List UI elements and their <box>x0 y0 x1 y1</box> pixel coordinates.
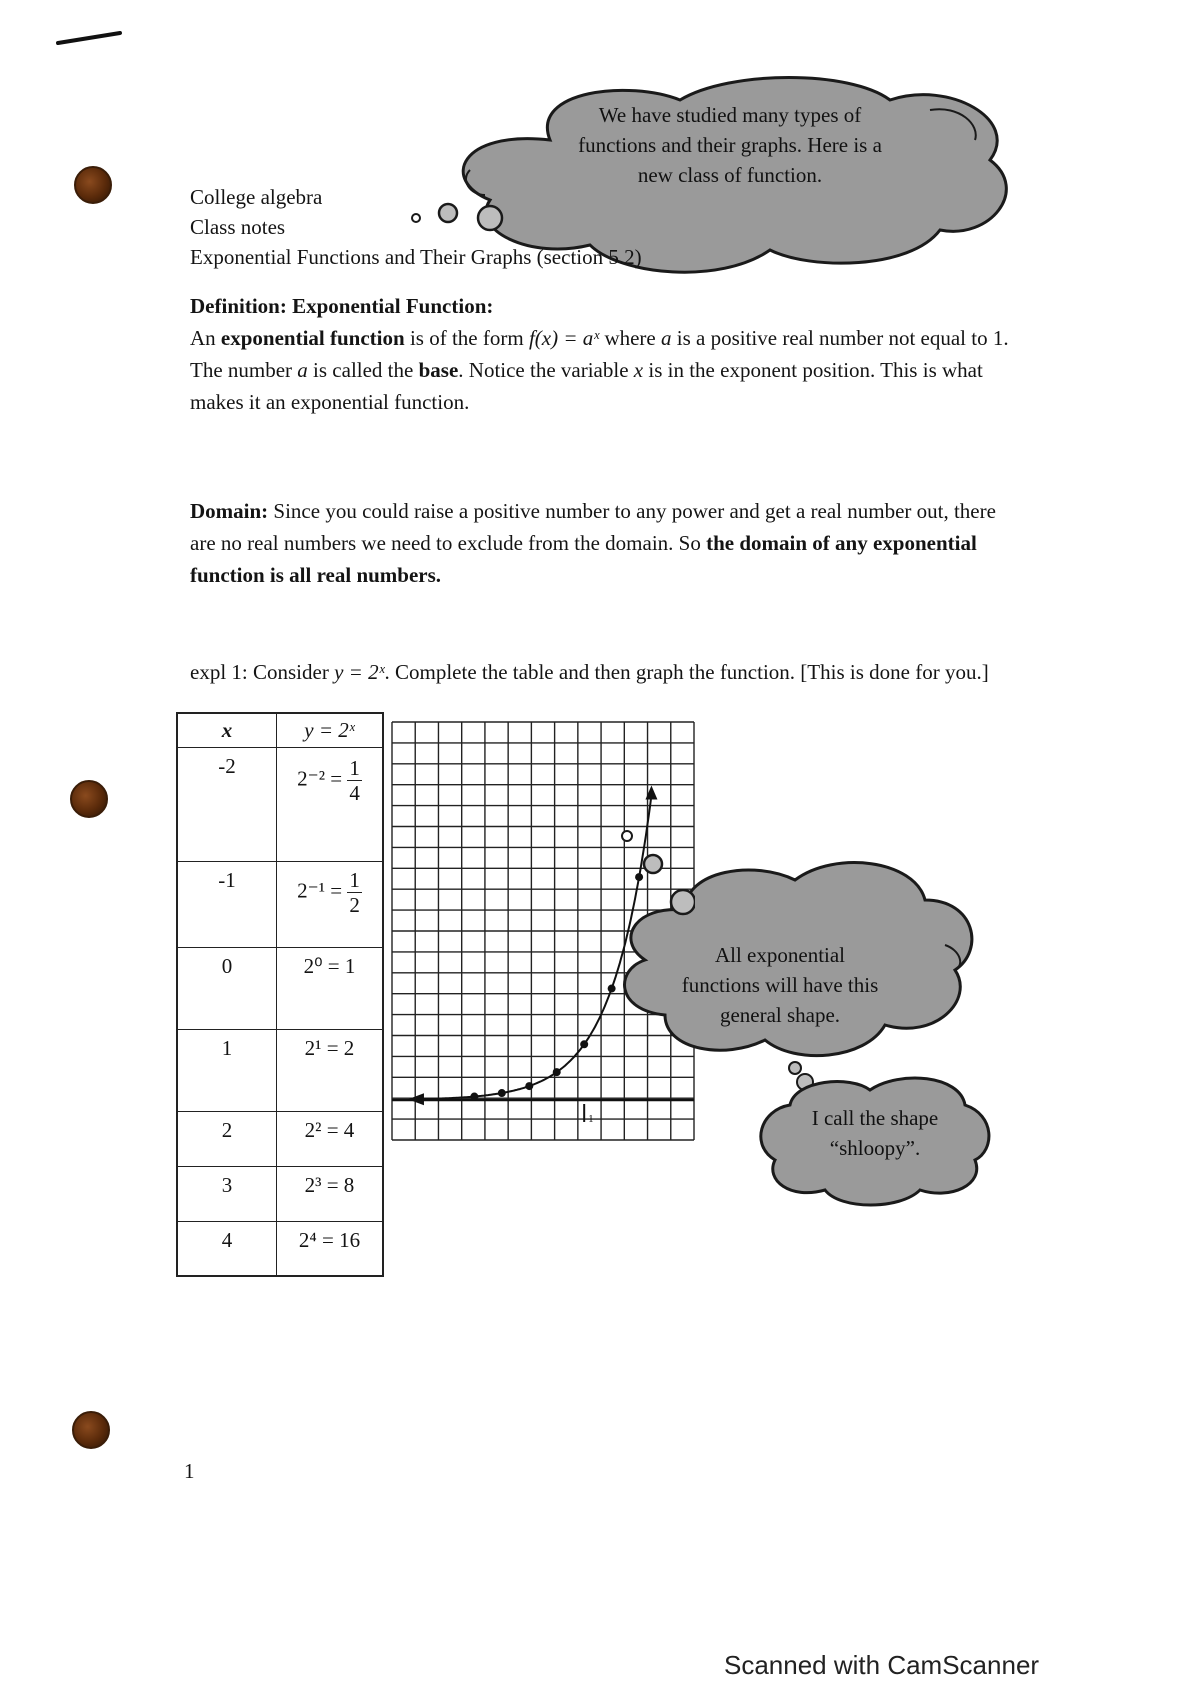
table-row: 4 2⁴ = 16 <box>177 1221 383 1276</box>
domain-title: Domain: <box>190 499 269 523</box>
table-row: 2 2² = 4 <box>177 1111 383 1166</box>
section-title: Exponential Functions and Their Graphs (section 5.2) <box>190 245 642 269</box>
binder-hole-bottom <box>72 1411 110 1449</box>
binder-hole-top <box>74 166 112 204</box>
table-row: -1 2⁻¹ = $\frac{1}{2}$ <box>177 861 383 947</box>
page-number: 1 <box>184 1459 195 1483</box>
x-tick-label: 1 <box>588 1113 594 1125</box>
left-arrowhead <box>408 1093 424 1105</box>
data-point <box>498 1089 506 1097</box>
data-point <box>553 1068 561 1076</box>
bubble-shloopy-text: I call the shape “shloopy”. <box>811 1106 939 1160</box>
table-header-y: y = 2ˣ <box>277 713 384 747</box>
scanner-watermark: Scanned with CamScanner <box>724 1650 1040 1680</box>
definition-block <box>190 290 1020 418</box>
example-prompt: expl 1: Consider y = 2ˣ. Complete the table and then graph the function. [This is done for you.] <box>190 660 989 684</box>
bubble-shape-text: All exponential functions will have this general shape. <box>681 943 879 1027</box>
definition-text: An exponential function is of the form f(x) = aˣ where a is a positive real number not equal to 1. The number a is called the base. Notice the variable x is in the exponent position. This is what makes it an exponential function. <box>190 326 1009 414</box>
thought-dot-small <box>406 208 426 228</box>
domain-conclusion: the domain of any exponential function is all real numbers. <box>190 531 977 587</box>
table-row: -2 2⁻² = $\frac{1}{4}$ <box>177 747 383 861</box>
class-notes-label: Class notes <box>190 215 286 239</box>
definition-title: Definition: Exponential Function: <box>190 294 494 318</box>
data-point <box>470 1093 478 1101</box>
domain-block: Domain: Since you could raise a positive number to any power and get a real number out, there are no real numbers we need to exclude from the domain. So the domain of any exponential function is all real numbers. <box>190 499 996 587</box>
value-table <box>176 712 384 1277</box>
formula: f(x) = aˣ <box>528 326 600 350</box>
course-title: College algebra <box>190 185 323 209</box>
pen-mark <box>50 25 130 55</box>
table-row: 0 2⁰ = 1 <box>177 947 383 1029</box>
table-header-x: x <box>177 713 277 747</box>
binder-hole-middle <box>70 780 108 818</box>
table-row: 1 2¹ = 2 <box>177 1029 383 1111</box>
thought-dots-graph <box>615 820 695 920</box>
data-point <box>525 1082 533 1090</box>
table-row: 3 2³ = 8 <box>177 1166 383 1221</box>
bubble-top-text: We have studied many types of functions and their graphs. Here is a new class of function. <box>578 103 882 187</box>
data-point <box>580 1040 588 1048</box>
